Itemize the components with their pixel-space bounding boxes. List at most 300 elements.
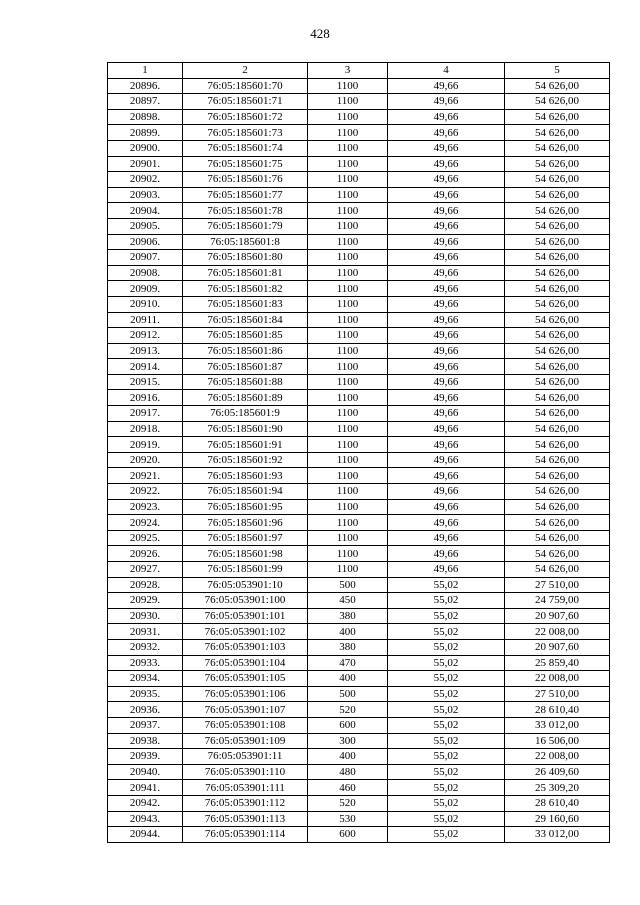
cadastral-number-cell: 76:05:053901:109 bbox=[183, 733, 308, 749]
row-number-cell: 20932. bbox=[108, 639, 183, 655]
cadastral-number-cell: 76:05:053901:101 bbox=[183, 608, 308, 624]
area-cell: 500 bbox=[308, 686, 388, 702]
row-number-cell: 20924. bbox=[108, 515, 183, 531]
cadastral-number-cell: 76:05:185601:75 bbox=[183, 156, 308, 172]
value-cell: 54 626,00 bbox=[505, 390, 610, 406]
rate-cell: 49,66 bbox=[388, 328, 505, 344]
row-number-cell: 20910. bbox=[108, 296, 183, 312]
table-row bbox=[108, 562, 610, 578]
rate-cell: 49,66 bbox=[388, 218, 505, 234]
area-cell: 300 bbox=[308, 733, 388, 749]
row-number-cell: 20915. bbox=[108, 374, 183, 390]
column-header: 4 bbox=[388, 63, 505, 79]
table-row bbox=[108, 218, 610, 234]
row-number-cell: 20905. bbox=[108, 218, 183, 234]
table-row bbox=[108, 764, 610, 780]
value-cell: 22 008,00 bbox=[505, 671, 610, 687]
cadastral-number-cell: 76:05:185601:77 bbox=[183, 187, 308, 203]
rate-cell: 49,66 bbox=[388, 78, 505, 94]
value-cell: 54 626,00 bbox=[505, 250, 610, 266]
cadastral-number-cell: 76:05:185601:81 bbox=[183, 265, 308, 281]
rate-cell: 55,02 bbox=[388, 639, 505, 655]
area-cell: 1100 bbox=[308, 452, 388, 468]
rate-cell: 55,02 bbox=[388, 764, 505, 780]
value-cell: 54 626,00 bbox=[505, 172, 610, 188]
value-cell: 54 626,00 bbox=[505, 218, 610, 234]
rate-cell: 49,66 bbox=[388, 515, 505, 531]
cadastral-number-cell: 76:05:185601:70 bbox=[183, 78, 308, 94]
value-cell: 54 626,00 bbox=[505, 281, 610, 297]
cadastral-number-cell: 76:05:185601:80 bbox=[183, 250, 308, 266]
area-cell: 1100 bbox=[308, 156, 388, 172]
cadastral-number-cell: 76:05:185601:72 bbox=[183, 109, 308, 125]
cadastral-number-cell: 76:05:053901:107 bbox=[183, 702, 308, 718]
area-cell: 470 bbox=[308, 655, 388, 671]
rate-cell: 49,66 bbox=[388, 109, 505, 125]
value-cell: 54 626,00 bbox=[505, 499, 610, 515]
value-cell: 54 626,00 bbox=[505, 156, 610, 172]
value-cell: 54 626,00 bbox=[505, 421, 610, 437]
cadastral-number-cell: 76:05:185601:95 bbox=[183, 499, 308, 515]
cadastral-number-cell: 76:05:185601:98 bbox=[183, 546, 308, 562]
row-number-cell: 20914. bbox=[108, 359, 183, 375]
area-cell: 1100 bbox=[308, 109, 388, 125]
area-cell: 1100 bbox=[308, 515, 388, 531]
row-number-cell: 20938. bbox=[108, 733, 183, 749]
table-row bbox=[108, 187, 610, 203]
area-cell: 400 bbox=[308, 671, 388, 687]
table-row bbox=[108, 374, 610, 390]
table-row bbox=[108, 359, 610, 375]
cadastral-number-cell: 76:05:185601:97 bbox=[183, 530, 308, 546]
value-cell: 54 626,00 bbox=[505, 94, 610, 110]
cadastral-number-cell: 76:05:185601:85 bbox=[183, 328, 308, 344]
value-cell: 22 008,00 bbox=[505, 624, 610, 640]
cadastral-number-cell: 76:05:185601:93 bbox=[183, 468, 308, 484]
rate-cell: 49,66 bbox=[388, 406, 505, 422]
rate-cell: 49,66 bbox=[388, 203, 505, 219]
rate-cell: 49,66 bbox=[388, 359, 505, 375]
cadastral-number-cell: 76:05:185601:9 bbox=[183, 406, 308, 422]
table-row bbox=[108, 140, 610, 156]
value-cell: 25 309,20 bbox=[505, 780, 610, 796]
cadastral-number-cell: 76:05:053901:106 bbox=[183, 686, 308, 702]
area-cell: 1100 bbox=[308, 484, 388, 500]
area-cell: 600 bbox=[308, 827, 388, 843]
row-number-cell: 20920. bbox=[108, 452, 183, 468]
table-row bbox=[108, 406, 610, 422]
table-row bbox=[108, 827, 610, 843]
rate-cell: 49,66 bbox=[388, 343, 505, 359]
value-cell: 54 626,00 bbox=[505, 546, 610, 562]
rate-cell: 55,02 bbox=[388, 749, 505, 765]
row-number-cell: 20926. bbox=[108, 546, 183, 562]
row-number-cell: 20927. bbox=[108, 562, 183, 578]
value-cell: 20 907,60 bbox=[505, 608, 610, 624]
table-row bbox=[108, 468, 610, 484]
cadastral-number-cell: 76:05:185601:76 bbox=[183, 172, 308, 188]
table-row bbox=[108, 593, 610, 609]
rate-cell: 49,66 bbox=[388, 172, 505, 188]
cadastral-number-cell: 76:05:053901:11 bbox=[183, 749, 308, 765]
row-number-cell: 20941. bbox=[108, 780, 183, 796]
rate-cell: 55,02 bbox=[388, 608, 505, 624]
row-number-cell: 20898. bbox=[108, 109, 183, 125]
table-row bbox=[108, 452, 610, 468]
table-row bbox=[108, 795, 610, 811]
table-row bbox=[108, 390, 610, 406]
rate-cell: 49,66 bbox=[388, 265, 505, 281]
area-cell: 1100 bbox=[308, 437, 388, 453]
rate-cell: 49,66 bbox=[388, 296, 505, 312]
area-cell: 600 bbox=[308, 717, 388, 733]
table-body bbox=[108, 78, 610, 842]
row-number-cell: 20925. bbox=[108, 530, 183, 546]
area-cell: 1100 bbox=[308, 421, 388, 437]
table-row bbox=[108, 780, 610, 796]
row-number-cell: 20899. bbox=[108, 125, 183, 141]
table-row bbox=[108, 250, 610, 266]
rate-cell: 49,66 bbox=[388, 374, 505, 390]
value-cell: 20 907,60 bbox=[505, 639, 610, 655]
rate-cell: 55,02 bbox=[388, 717, 505, 733]
area-cell: 1100 bbox=[308, 281, 388, 297]
cadastral-number-cell: 76:05:185601:99 bbox=[183, 562, 308, 578]
table-row bbox=[108, 328, 610, 344]
rate-cell: 55,02 bbox=[388, 593, 505, 609]
value-cell: 33 012,00 bbox=[505, 827, 610, 843]
value-cell: 54 626,00 bbox=[505, 562, 610, 578]
area-cell: 1100 bbox=[308, 203, 388, 219]
row-number-cell: 20922. bbox=[108, 484, 183, 500]
table-row bbox=[108, 639, 610, 655]
table-row bbox=[108, 577, 610, 593]
area-cell: 1100 bbox=[308, 296, 388, 312]
table-row bbox=[108, 671, 610, 687]
area-cell: 1100 bbox=[308, 218, 388, 234]
cadastral-number-cell: 76:05:053901:111 bbox=[183, 780, 308, 796]
area-cell: 1100 bbox=[308, 125, 388, 141]
value-cell: 54 626,00 bbox=[505, 109, 610, 125]
area-cell: 1100 bbox=[308, 265, 388, 281]
table-row bbox=[108, 530, 610, 546]
table-row bbox=[108, 717, 610, 733]
value-cell: 54 626,00 bbox=[505, 484, 610, 500]
cadastral-number-cell: 76:05:053901:100 bbox=[183, 593, 308, 609]
table-row bbox=[108, 281, 610, 297]
rate-cell: 49,66 bbox=[388, 94, 505, 110]
cadastral-number-cell: 76:05:185601:96 bbox=[183, 515, 308, 531]
cadastral-number-cell: 76:05:053901:103 bbox=[183, 639, 308, 655]
row-number-cell: 20936. bbox=[108, 702, 183, 718]
table-row bbox=[108, 546, 610, 562]
cadastral-number-cell: 76:05:053901:110 bbox=[183, 764, 308, 780]
area-cell: 1100 bbox=[308, 562, 388, 578]
rate-cell: 49,66 bbox=[388, 140, 505, 156]
value-cell: 27 510,00 bbox=[505, 686, 610, 702]
value-cell: 54 626,00 bbox=[505, 296, 610, 312]
table-row bbox=[108, 109, 610, 125]
cadastral-number-cell: 76:05:185601:88 bbox=[183, 374, 308, 390]
table-row bbox=[108, 94, 610, 110]
rate-cell: 49,66 bbox=[388, 187, 505, 203]
row-number-cell: 20897. bbox=[108, 94, 183, 110]
row-number-cell: 20928. bbox=[108, 577, 183, 593]
rate-cell: 49,66 bbox=[388, 437, 505, 453]
rate-cell: 55,02 bbox=[388, 655, 505, 671]
value-cell: 29 160,60 bbox=[505, 811, 610, 827]
table-row bbox=[108, 437, 610, 453]
rate-cell: 49,66 bbox=[388, 250, 505, 266]
cadastral-number-cell: 76:05:185601:79 bbox=[183, 218, 308, 234]
cadastral-number-cell: 76:05:053901:102 bbox=[183, 624, 308, 640]
row-number-cell: 20903. bbox=[108, 187, 183, 203]
row-number-cell: 20930. bbox=[108, 608, 183, 624]
area-cell: 1100 bbox=[308, 78, 388, 94]
data-table bbox=[107, 62, 610, 843]
area-cell: 500 bbox=[308, 577, 388, 593]
table-row bbox=[108, 421, 610, 437]
area-cell: 1100 bbox=[308, 499, 388, 515]
row-number-cell: 20921. bbox=[108, 468, 183, 484]
rate-cell: 49,66 bbox=[388, 312, 505, 328]
rate-cell: 49,66 bbox=[388, 125, 505, 141]
cadastral-number-cell: 76:05:185601:73 bbox=[183, 125, 308, 141]
cadastral-number-cell: 76:05:185601:74 bbox=[183, 140, 308, 156]
row-number-cell: 20940. bbox=[108, 764, 183, 780]
area-cell: 1100 bbox=[308, 343, 388, 359]
table-row bbox=[108, 265, 610, 281]
row-number-cell: 20901. bbox=[108, 156, 183, 172]
rate-cell: 55,02 bbox=[388, 827, 505, 843]
table-row bbox=[108, 515, 610, 531]
table-row bbox=[108, 296, 610, 312]
area-cell: 1100 bbox=[308, 312, 388, 328]
table-row bbox=[108, 484, 610, 500]
value-cell: 54 626,00 bbox=[505, 265, 610, 281]
value-cell: 54 626,00 bbox=[505, 359, 610, 375]
table-row bbox=[108, 686, 610, 702]
table-row bbox=[108, 203, 610, 219]
row-number-cell: 20902. bbox=[108, 172, 183, 188]
value-cell: 54 626,00 bbox=[505, 515, 610, 531]
area-cell: 1100 bbox=[308, 359, 388, 375]
row-number-cell: 20939. bbox=[108, 749, 183, 765]
cadastral-number-cell: 76:05:053901:113 bbox=[183, 811, 308, 827]
area-cell: 1100 bbox=[308, 140, 388, 156]
value-cell: 28 610,40 bbox=[505, 795, 610, 811]
cadastral-number-cell: 76:05:185601:90 bbox=[183, 421, 308, 437]
area-cell: 1100 bbox=[308, 172, 388, 188]
value-cell: 54 626,00 bbox=[505, 203, 610, 219]
row-number-cell: 20900. bbox=[108, 140, 183, 156]
cadastral-number-cell: 76:05:185601:71 bbox=[183, 94, 308, 110]
value-cell: 33 012,00 bbox=[505, 717, 610, 733]
area-cell: 460 bbox=[308, 780, 388, 796]
rate-cell: 49,66 bbox=[388, 156, 505, 172]
row-number-cell: 20935. bbox=[108, 686, 183, 702]
cadastral-number-cell: 76:05:185601:83 bbox=[183, 296, 308, 312]
rate-cell: 55,02 bbox=[388, 577, 505, 593]
rate-cell: 55,02 bbox=[388, 733, 505, 749]
area-cell: 380 bbox=[308, 639, 388, 655]
cadastral-number-cell: 76:05:185601:86 bbox=[183, 343, 308, 359]
column-header: 5 bbox=[505, 63, 610, 79]
rate-cell: 49,66 bbox=[388, 421, 505, 437]
area-cell: 380 bbox=[308, 608, 388, 624]
table-row bbox=[108, 499, 610, 515]
value-cell: 54 626,00 bbox=[505, 406, 610, 422]
area-cell: 1100 bbox=[308, 187, 388, 203]
table-row bbox=[108, 749, 610, 765]
value-cell: 28 610,40 bbox=[505, 702, 610, 718]
row-number-cell: 20916. bbox=[108, 390, 183, 406]
area-cell: 1100 bbox=[308, 406, 388, 422]
value-cell: 54 626,00 bbox=[505, 328, 610, 344]
rate-cell: 49,66 bbox=[388, 468, 505, 484]
rate-cell: 49,66 bbox=[388, 281, 505, 297]
table-header-row bbox=[108, 63, 610, 79]
rate-cell: 55,02 bbox=[388, 686, 505, 702]
value-cell: 27 510,00 bbox=[505, 577, 610, 593]
table-row bbox=[108, 733, 610, 749]
table-row bbox=[108, 811, 610, 827]
row-number-cell: 20904. bbox=[108, 203, 183, 219]
cadastral-number-cell: 76:05:185601:91 bbox=[183, 437, 308, 453]
row-number-cell: 20943. bbox=[108, 811, 183, 827]
cadastral-number-cell: 76:05:185601:94 bbox=[183, 484, 308, 500]
area-cell: 400 bbox=[308, 749, 388, 765]
table-row bbox=[108, 78, 610, 94]
cadastral-number-cell: 76:05:185601:89 bbox=[183, 390, 308, 406]
table-row bbox=[108, 343, 610, 359]
row-number-cell: 20906. bbox=[108, 234, 183, 250]
table-row bbox=[108, 608, 610, 624]
area-cell: 1100 bbox=[308, 546, 388, 562]
cadastral-number-cell: 76:05:053901:10 bbox=[183, 577, 308, 593]
value-cell: 54 626,00 bbox=[505, 234, 610, 250]
value-cell: 25 859,40 bbox=[505, 655, 610, 671]
rate-cell: 49,66 bbox=[388, 562, 505, 578]
rate-cell: 55,02 bbox=[388, 671, 505, 687]
row-number-cell: 20933. bbox=[108, 655, 183, 671]
row-number-cell: 20937. bbox=[108, 717, 183, 733]
value-cell: 16 506,00 bbox=[505, 733, 610, 749]
area-cell: 1100 bbox=[308, 390, 388, 406]
area-cell: 1100 bbox=[308, 250, 388, 266]
cadastral-number-cell: 76:05:185601:92 bbox=[183, 452, 308, 468]
row-number-cell: 20911. bbox=[108, 312, 183, 328]
column-header: 1 bbox=[108, 63, 183, 79]
rate-cell: 55,02 bbox=[388, 811, 505, 827]
area-cell: 1100 bbox=[308, 94, 388, 110]
value-cell: 54 626,00 bbox=[505, 140, 610, 156]
cadastral-number-cell: 76:05:185601:78 bbox=[183, 203, 308, 219]
area-cell: 520 bbox=[308, 795, 388, 811]
area-cell: 1100 bbox=[308, 328, 388, 344]
rate-cell: 49,66 bbox=[388, 234, 505, 250]
cadastral-number-cell: 76:05:053901:114 bbox=[183, 827, 308, 843]
row-number-cell: 20931. bbox=[108, 624, 183, 640]
value-cell: 54 626,00 bbox=[505, 530, 610, 546]
rate-cell: 49,66 bbox=[388, 390, 505, 406]
row-number-cell: 20909. bbox=[108, 281, 183, 297]
row-number-cell: 20934. bbox=[108, 671, 183, 687]
value-cell: 54 626,00 bbox=[505, 468, 610, 484]
area-cell: 480 bbox=[308, 764, 388, 780]
value-cell: 54 626,00 bbox=[505, 374, 610, 390]
rate-cell: 49,66 bbox=[388, 530, 505, 546]
value-cell: 54 626,00 bbox=[505, 452, 610, 468]
cadastral-number-cell: 76:05:053901:105 bbox=[183, 671, 308, 687]
cadastral-number-cell: 76:05:185601:82 bbox=[183, 281, 308, 297]
row-number-cell: 20923. bbox=[108, 499, 183, 515]
value-cell: 22 008,00 bbox=[505, 749, 610, 765]
row-number-cell: 20913. bbox=[108, 343, 183, 359]
area-cell: 1100 bbox=[308, 374, 388, 390]
value-cell: 24 759,00 bbox=[505, 593, 610, 609]
row-number-cell: 20942. bbox=[108, 795, 183, 811]
rate-cell: 49,66 bbox=[388, 546, 505, 562]
value-cell: 54 626,00 bbox=[505, 78, 610, 94]
cadastral-number-cell: 76:05:053901:108 bbox=[183, 717, 308, 733]
table-row bbox=[108, 172, 610, 188]
table-row bbox=[108, 234, 610, 250]
area-cell: 400 bbox=[308, 624, 388, 640]
value-cell: 54 626,00 bbox=[505, 343, 610, 359]
row-number-cell: 20944. bbox=[108, 827, 183, 843]
table-row bbox=[108, 655, 610, 671]
row-number-cell: 20907. bbox=[108, 250, 183, 266]
row-number-cell: 20918. bbox=[108, 421, 183, 437]
table-row bbox=[108, 156, 610, 172]
value-cell: 54 626,00 bbox=[505, 125, 610, 141]
table-row bbox=[108, 624, 610, 640]
rate-cell: 49,66 bbox=[388, 484, 505, 500]
cadastral-number-cell: 76:05:053901:104 bbox=[183, 655, 308, 671]
value-cell: 54 626,00 bbox=[505, 187, 610, 203]
value-cell: 54 626,00 bbox=[505, 437, 610, 453]
row-number-cell: 20896. bbox=[108, 78, 183, 94]
area-cell: 520 bbox=[308, 702, 388, 718]
area-cell: 1100 bbox=[308, 530, 388, 546]
row-number-cell: 20929. bbox=[108, 593, 183, 609]
value-cell: 26 409,60 bbox=[505, 764, 610, 780]
row-number-cell: 20919. bbox=[108, 437, 183, 453]
column-header: 2 bbox=[183, 63, 308, 79]
page-number: 428 bbox=[310, 26, 330, 41]
rate-cell: 55,02 bbox=[388, 780, 505, 796]
table-row bbox=[108, 702, 610, 718]
area-cell: 1100 bbox=[308, 234, 388, 250]
table-row bbox=[108, 125, 610, 141]
column-header: 3 bbox=[308, 63, 388, 79]
area-cell: 450 bbox=[308, 593, 388, 609]
table-row bbox=[108, 312, 610, 328]
cadastral-number-cell: 76:05:053901:112 bbox=[183, 795, 308, 811]
cadastral-number-cell: 76:05:185601:87 bbox=[183, 359, 308, 375]
rate-cell: 55,02 bbox=[388, 795, 505, 811]
rate-cell: 55,02 bbox=[388, 702, 505, 718]
area-cell: 1100 bbox=[308, 468, 388, 484]
row-number-cell: 20908. bbox=[108, 265, 183, 281]
rate-cell: 55,02 bbox=[388, 624, 505, 640]
cadastral-number-cell: 76:05:185601:8 bbox=[183, 234, 308, 250]
row-number-cell: 20912. bbox=[108, 328, 183, 344]
cadastral-number-cell: 76:05:185601:84 bbox=[183, 312, 308, 328]
value-cell: 54 626,00 bbox=[505, 312, 610, 328]
row-number-cell: 20917. bbox=[108, 406, 183, 422]
